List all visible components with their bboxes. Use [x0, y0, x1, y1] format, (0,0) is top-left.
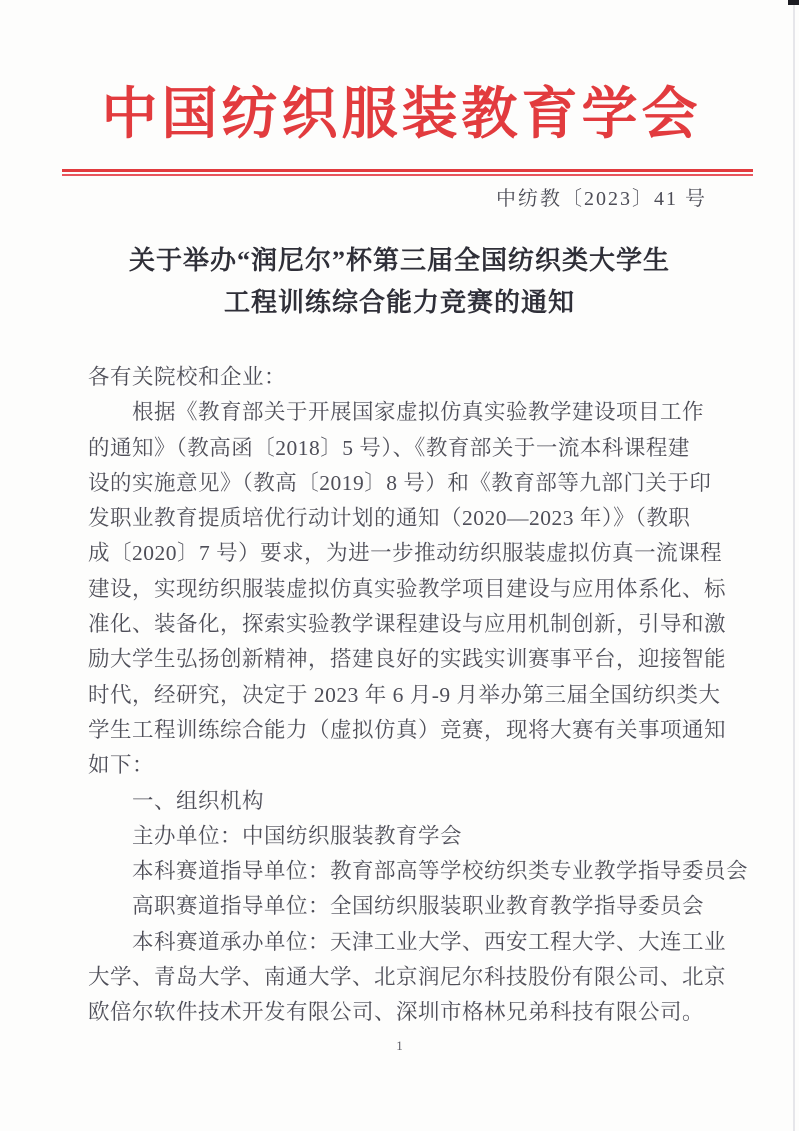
body-line: 各有关院校和企业： — [88, 365, 287, 389]
body-line: 本科赛道指导单位：教育部高等学校纺织类专业教学指导委员会 — [132, 859, 749, 884]
body-line: 设的实施意见》（教高〔2019〕8 号）和《教育部等九部门关于印 — [88, 470, 712, 495]
body-line: 建设，实现纺织服装虚拟仿真实验教学项目建设与应用体系化、标 — [88, 576, 727, 601]
body-line: 本科赛道承办单位：天津工业大学、西安工程大学、大连工业 — [132, 929, 727, 954]
document-title-line1: 关于举办“润尼尔”杯第三届全国纺织类大学生 — [128, 246, 670, 275]
letterhead-org-name: 中国纺织服装教育学会 — [101, 84, 702, 146]
body-line: 的通知》（教高函〔2018〕5 号）、《教育部关于一流本科课程建 — [88, 435, 690, 460]
body-line: 时代，经研究，决定于 2023 年 6 月-9 月举办第三届全国纺织类大 — [88, 682, 721, 707]
red-divider-thin-line — [62, 174, 753, 176]
body-line: 成〔2020〕7 号）要求，为进一步推动纺织服装虚拟仿真一流课程 — [88, 541, 723, 566]
body-line: 发职业教育提质培优行动计划的通知（2020—2023 年）》（教职 — [88, 506, 691, 531]
body-line: 励大学生弘扬创新精神，搭建良好的实践实训赛事平台，迎接智能 — [88, 647, 727, 672]
document-title — [0, 240, 799, 324]
body-line: 准化、装备化，探索实验教学课程建设与应用机制创新，引导和激 — [88, 612, 727, 637]
document-body — [88, 360, 749, 1031]
body-line: 欧倍尔软件技术开发有限公司、深圳市格林兄弟科技有限公司。 — [88, 1000, 705, 1025]
document-title-line2: 工程训练综合能力竞赛的通知 — [223, 288, 575, 317]
scan-edge-artifact — [793, 0, 795, 1131]
body-line: 如下： — [88, 753, 155, 778]
red-divider-rule — [62, 169, 753, 176]
body-line: 主办单位：中国纺织服装教育学会 — [132, 823, 463, 848]
body-line: 高职赛道指导单位：全国纺织服装职业教育教学指导委员会 — [132, 894, 705, 919]
scan-corner-artifact — [788, 0, 799, 5]
body-line: 大学、青岛大学、南通大学、北京润尼尔科技股份有限公司、北京 — [88, 965, 727, 990]
body-section-heading: 一、组织机构 — [132, 788, 265, 813]
document-number: 中纺教〔2023〕41 号 — [496, 188, 707, 210]
body-line: 学生工程训练综合能力（虚拟仿真）竞赛，现将大赛有关事项通知 — [88, 717, 727, 742]
body-line: 根据《教育部关于开展国家虚拟仿真实验教学建设项目工作 — [132, 400, 705, 425]
page-number: 1 — [396, 1038, 403, 1053]
